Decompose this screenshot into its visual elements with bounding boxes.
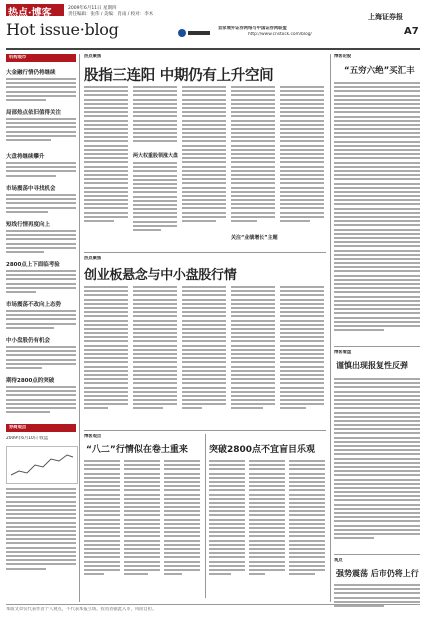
footer-divider xyxy=(6,604,420,605)
left-item-title: 市场震荡不改向上态势 xyxy=(6,302,62,308)
masthead xyxy=(6,4,420,48)
bottom-right-article xyxy=(209,434,326,600)
left-item-title: 2800点上下面临考验 xyxy=(6,262,60,268)
right-column-rule xyxy=(330,54,331,602)
left-item-title: 大金融行情仍将继续 xyxy=(6,70,56,76)
right-tag: 博客论股 xyxy=(334,54,352,59)
left-item-title: 市场震荡中寻找机会 xyxy=(6,186,56,192)
cnstock-logo xyxy=(178,28,212,38)
left-item-title: 短线行情再度向上 xyxy=(6,222,51,228)
main-subhead: 关注“业绩增长”主题 xyxy=(231,235,278,241)
main-article-tag: 热点聚焦 xyxy=(84,54,102,59)
bottom-left-tag: 博客观点 xyxy=(84,434,102,439)
banner-url[interactable]: http://www.cnstock.com/blog/ xyxy=(248,32,312,37)
left-item-title: 大盘将继续攀升 xyxy=(6,154,45,160)
page-number: A7 xyxy=(404,26,419,37)
left-subtag-date: 2009年6月10日 收盘 xyxy=(6,436,48,441)
right-divider xyxy=(334,346,420,347)
main-headline: 股指三连阳 中期仍有上升空间 xyxy=(84,68,274,84)
right-divider xyxy=(334,554,420,555)
second-article-divider xyxy=(84,430,326,431)
edit-line: 责任编辑：张伟 / 美编：肖雨 / 校对：李木 xyxy=(68,12,154,17)
section-label-en: Hot issue·blog xyxy=(6,20,119,39)
index-chart-svg xyxy=(7,447,77,483)
left-column-rule xyxy=(79,54,80,602)
second-article-tag: 热点聚焦 xyxy=(84,256,102,261)
banner-text: 首家境外证券网络与中国证券网联盟 xyxy=(218,26,287,31)
right-headline: 谨慎出现报复性反弹 xyxy=(336,361,408,370)
left-tag: 机构观市 xyxy=(9,55,27,60)
left-column xyxy=(6,54,76,594)
right-tag: 博客看盘 xyxy=(334,350,352,355)
main-article xyxy=(84,54,326,250)
bottom-left-headline: “八二”行情似在卷土重来 xyxy=(86,445,188,455)
main-article-divider xyxy=(84,252,326,253)
bottom-right-headline: 突破2800点不宜盲目乐观 xyxy=(209,445,316,455)
right-tag: 观点 xyxy=(334,558,343,563)
bottom-split-rule xyxy=(205,434,206,598)
paper-name: 上海证券报 xyxy=(368,13,403,21)
logo-mark-icon xyxy=(178,29,186,37)
date-line: 2009年6月11日 星期四 xyxy=(68,6,117,11)
right-headline: “五穷六绝”买汇丰 xyxy=(344,66,415,76)
left-item-title: 局部热点依旧值得关注 xyxy=(6,110,62,116)
right-column xyxy=(334,54,420,602)
footer-text: 本版文章仅代表作者个人观点，不代表本报立场。投资者据此入市，风险自担。 xyxy=(6,607,157,612)
second-headline: 创业板悬念与中小盘股行情 xyxy=(84,268,237,283)
left-subtag: 券商观点 xyxy=(9,425,27,430)
second-article xyxy=(84,256,326,428)
left-item-title: 中小盘股仍有机会 xyxy=(6,338,51,344)
right-headline: 强势震荡 后市仍将上行 xyxy=(336,569,419,578)
index-chart xyxy=(6,446,78,484)
left-item-title: 期待2800点的突破 xyxy=(6,378,55,384)
bottom-left-article xyxy=(84,434,202,600)
section-label: 热点·博客 xyxy=(8,8,52,19)
main-subhead: 两大权重股领涨大盘 xyxy=(133,153,179,159)
header-divider xyxy=(6,48,420,50)
